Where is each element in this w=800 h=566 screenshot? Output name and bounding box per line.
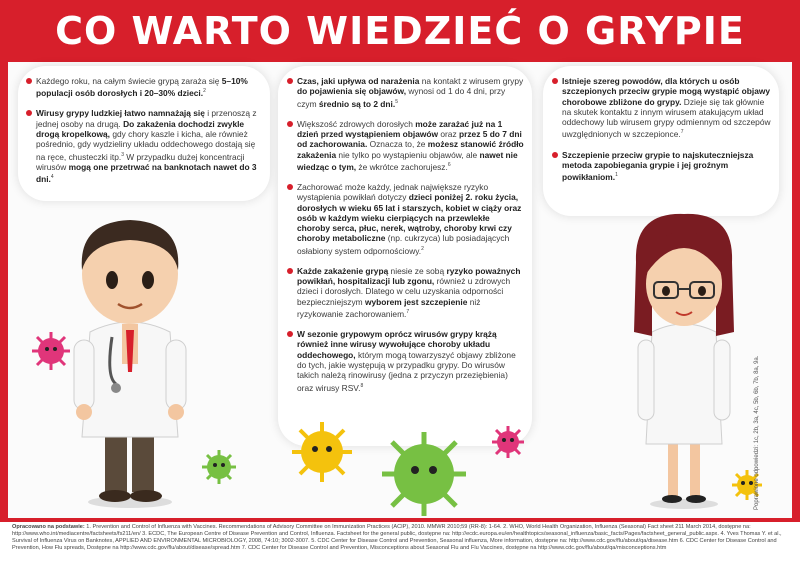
references-footer: Opracowano na podstawie: 1. Prevention and Control of Influenza with Vaccines. Recommendations of Advisory Committee on Immunization Practices (ACIP), 2010. MMWR 2010;59 (RR-8): 1-64. 2. WHO, World Health Organization, Influenza (Seasonal) Fact sheet 211 March 2014, dostępne na: http://www.who.int/mediacentre/factsheets/fs211/en/ 3. ECDC, The European Centre of Disease Prevention and Control, Influenza. Factsheet for the general public, dostępne na: http://ecdc.europa.eu/en/healthtopics/seasonal_influenza/basic_facts/Pages/factsheet_general_public.aspx. 4. Yves Thomas Y. et al., Survival of Influenza Virus on Banknotes, APPLIED AND ENVIRONMENTAL MICROBIOLOGY, 2008, 74:10; 3002-3007. 5. CDC Center for Disease Control and Prevention, Seasonal influenza, More information, dostępne na: http://www.cdc.gov/flu/about/qa/disease.htm 6. CDC Center for Disease Control and Prevention, How Flu spreads, Dostępne na http://www.cdc.gov/flu/about/disease/spread.htm 7. CDC Center for Disease Control and Prevention, Misconceptions about Seasonal Flu and Flu Vaccines, dostępne na http://www.cdc.gov/flu/about/qa/misconceptions.htm xyxy=(0,518,800,566)
female-doctor-illustration xyxy=(624,212,744,512)
fact-item: Istnieje szereg powodów, dla których u osób szczepionych przeciw grypie mogą wystąpić objawy chorobowe zbliżone do grypy. Dzieje się tak głównie na skutek kontaktu z innym wirusem atakującym układ oddechowy lub wirusem grypy odmiennym od szczepów uwzględnionych w szczepionce.$^7$ xyxy=(552,76,772,140)
fact-item: Większość zdrowych dorosłych może zarażać już na 1 dzień przed wystąpieniem objawów oraz przez 5 do 7 dni od zachorowania. Oznacza to, że możesz stanowić źródło zakażenia nie tylko po wystąpieniu objawów, ale nawet nie wiedząc o tym, że wkrótce zachorujesz.$^6$ xyxy=(287,119,525,172)
page-title: CO WARTO WIEDZIEĆ O GRYPIE xyxy=(55,9,745,53)
virus-yellow-icon xyxy=(290,420,354,484)
virus-green-large-icon xyxy=(380,430,468,518)
virus-pink-icon xyxy=(30,330,72,372)
fact-item: W sezonie grypowym oprócz wirusów grypy krążą również inne wirusy wywołujące choroby układu oddechowego, którym mogą towarzyszyć objawy zbliżone do tych, jakie występują w przypadku grypy. Do wirusów takich należą rinowirusy (jedna z przyczyn przeziębienia) oraz wirusy RSV.$^8$ xyxy=(287,329,525,393)
male-doctor-illustration xyxy=(60,212,200,512)
fact-item: Każde zakażenie grypą niesie ze sobą ryzyko poważnych powikłań, hospitalizacji lub zgonu, również u zdrowych dzieci i dorosłych. Dlatego w celu uzyskania odporności bezpieczniejszym wyborem jest szczepienie niż ryzykowanie zachorowaniem.$^7$ xyxy=(287,266,525,319)
virus-green-small-icon xyxy=(200,448,238,486)
fact-item: Każdego roku, na całym świecie grypą zaraża się 5–10% populacji osób dorosłych i 20–30% dzieci.$^2$ xyxy=(26,76,262,98)
fact-item: Zachorować może każdy, jednak największe ryzyko wystąpienia powikłań dotyczy dzieci poniżej 2. roku życia, dorosłych w wieku 65 lat i starszych, kobiet w ciąży oraz osób w każdym wieku cierpiących na przewlekłe choroby serca, płuc, nerek, wątroby, choroby krwi czy choroby metaboliczne (np. cukrzyca) lub posiadających osłabiony system odpornościowy.$^2$ xyxy=(287,182,525,256)
column-left xyxy=(26,76,262,194)
column-center xyxy=(287,76,525,403)
virus-pink-small-icon xyxy=(490,424,526,460)
fact-item: Wirusy grypy ludzkiej łatwo namnażają się i przenoszą z jednej osoby na drugą. Do zakażenia dochodzi zwykle drogą kropelkową, gdy chory kaszle i kicha, ale również pośrednio, gdy wydzieliny układu oddechowego dostają się na ręce, chusteczki itp.$^3$ W przypadku dużej koncentracji wirusów mogą one przetrwać na banknotach nawet do 3 dni.$^4$ xyxy=(26,108,262,184)
column-right xyxy=(552,76,772,192)
fact-item: Szczepienie przeciw grypie to najskuteczniejsza metoda zapobiegania grypie i jej groźnym powikłaniom.$^1$ xyxy=(552,150,772,183)
title-banner xyxy=(0,0,800,62)
answer-key-note: Poprawione odpowiedzi: 1c, 2b, 3a, 4c, 5b, 6b, 7b, 8a, 9a. xyxy=(754,355,760,510)
fact-item: Czas, jaki upływa od narażenia na kontakt z wirusem grypy do pojawienia się objawów, wynosi od 1 do 4 dni, przy czym średnio są to 2 dni.$^5$ xyxy=(287,76,525,109)
footer-divider xyxy=(0,518,800,522)
